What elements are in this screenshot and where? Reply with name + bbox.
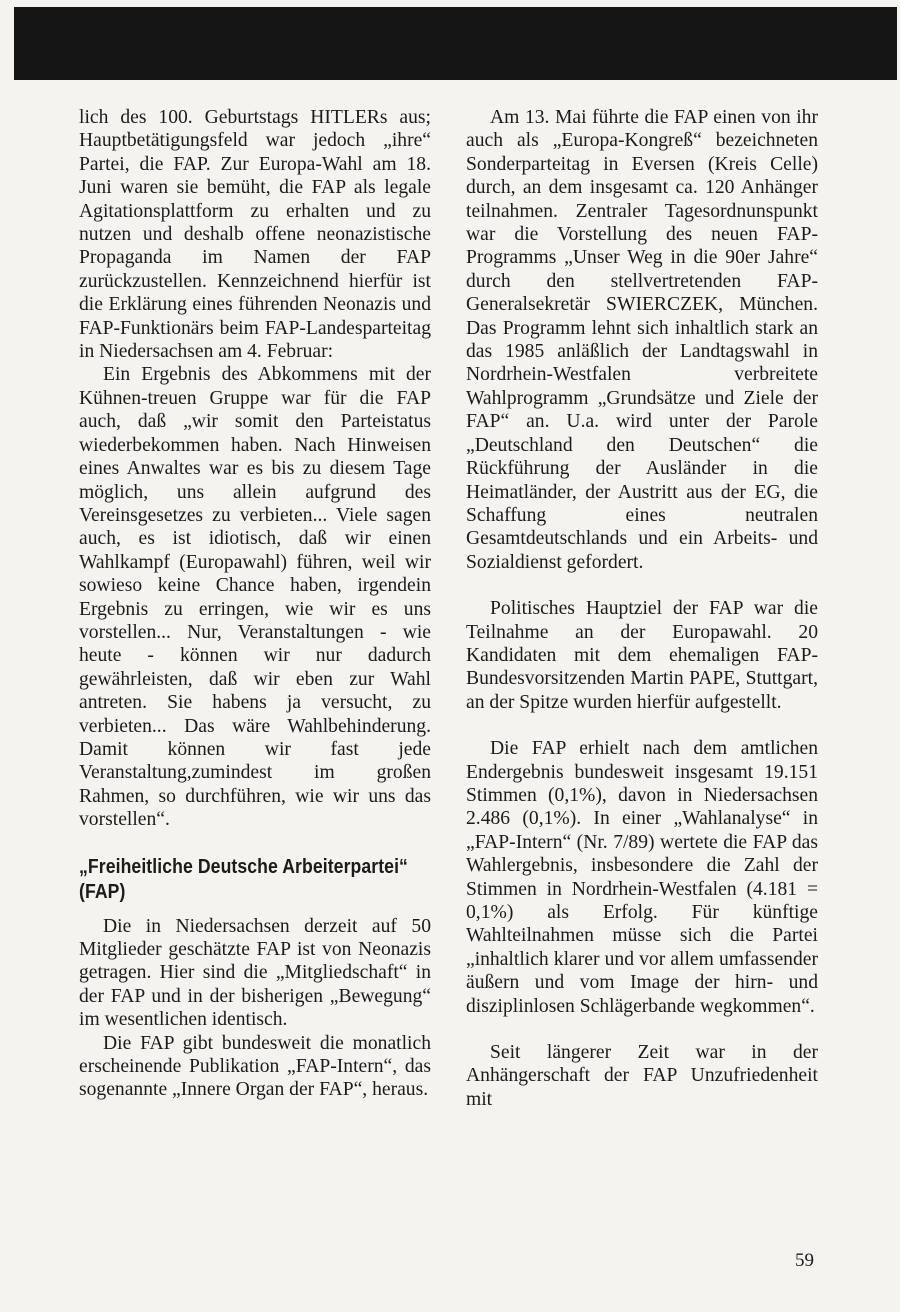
paragraph: Die FAP gibt bundesweit die monatlich erscheinende Publikation „FAP-Intern“, das sogenannte „Innere Organ der FAP“, heraus. <box>79 1032 431 1101</box>
paragraph: Am 13. Mai führte die FAP einen von ihr auch als „Europa-Kongreß“ bezeichneten Sonderparteitag in Eversen (Kreis Celle) durch, an dem insgesamt ca. 120 Anhänger teilnahmen. Zentraler Tagesordnunspunkt war die Vorstellung des neuen FAP-Programms „Unser Weg in die 90er Jahre“ durch den stellvertretenden FAP-Generalsekretär SWIERCZEK, München. Das Programm lehnt sich inhaltlich stark an das 1985 anläßlich der Landtagswahl in Nordrhein-Westfalen verbreitete Wahlprogramm „Grundsätze und Ziele der FAP“ an. U.a. wird unter der Parole „Deutschland den Deutschen“ die Rückführung der Ausländer in die Heimatländer, der Austritt aus der EG, die Schaffung eines neutralen Gesamtdeutschlands und ein Arbeits- und Sozialdienst gefordert. <box>466 107 818 573</box>
paragraph: Politisches Hauptziel der FAP war die Teilnahme an der Europawahl. 20 Kandidaten mit dem ehemaligen FAP-Bundesvorsitzenden Martin PAPE, Stuttgart, an der Spitze wurden hierfür aufgestellt. <box>466 598 818 713</box>
right-column <box>466 106 818 1111</box>
paragraph: Seit längerer Zeit war in der Anhängerschaft der FAP Unzufriedenheit mit <box>466 1042 818 1110</box>
paragraph: Die in Niedersachsen derzeit auf 50 Mitglieder geschätzte FAP ist von Neonazis getragen. Hier sind die „Mitgliedschaft“ in der FAP und in der bisherigen „Bewegung“ im wesentlichen identisch. <box>79 915 431 1031</box>
section-heading: „Freiheitliche Deutsche Arbeiterpartei“ (FAP) <box>79 854 408 903</box>
page-number: 59 <box>795 1250 814 1271</box>
paragraph: Die FAP erhielt nach dem amtlichen Endergebnis bundesweit insgesamt 19.151 Stimmen (0,1%), davon in Niedersachsen 2.486 (0,1%). In einer „Wahlanalyse“ in „FAP-Intern“ (Nr. 7/89) wertete die FAP das Wahlergebnis, insbesondere die Zahl der Stimmen in Nordrhein-Westfalen (4.181 = 0,1%) als Erfolg. Für künftige Wahlteilnahmen müsse sich die Partei „inhaltlich klarer und vor allem umfassender äußern und vom Image der hirn- und disziplinlosen Schlägerbande wegkommen“. <box>466 738 818 1017</box>
left-column <box>79 106 431 1102</box>
header-bar <box>14 7 897 80</box>
quote-paragraph: Ein Ergebnis des Abkommens mit der Kühnen-treuen Gruppe war für die FAP auch, daß „wir somit den Parteistatus wiederbekommen haben. Nach Hinweisen eines Anwaltes war es bis zu diesem Tage möglich, uns allein aufgrund des Vereinsgesetzes zu verbieten... Viele sagen auch, es ist idiotisch, daß wir einen Wahlkampf (Europawahl) führen, weil wir sowieso keine Chance haben, irgendein Ergebnis zu erringen, wie wir es uns vorstellen... Nur, Veranstaltungen - wie heute - können wir nur dadurch gewährleisten, daß wir eben zur Wahl antreten. Sie habens ja versucht, zu verbieten... Das wäre Wahlbehinderung. Damit können wir fast jede Veranstaltung,zumindest im großen Rahmen, so durchführen, wie wir uns das vorstellen“. <box>79 364 431 831</box>
paragraph: lich des 100. Geburtstags HITLERs aus; Hauptbetätigungsfeld war jedoch „ihre“ Partei, die FAP. Zur Europa-Wahl am 18. Juni waren sie bemüht, die FAP als legale Agitationsplattform zu erhalten und zu nutzen und deshalb offene neonazistische Propaganda im Namen der FAP zurückzustellen. Kennzeichnend hierfür ist die Erklärung eines führenden Neonazis und FAP-Funktionärs beim FAP-Landesparteitag in Niedersachsen am 4. Februar: <box>79 107 431 363</box>
